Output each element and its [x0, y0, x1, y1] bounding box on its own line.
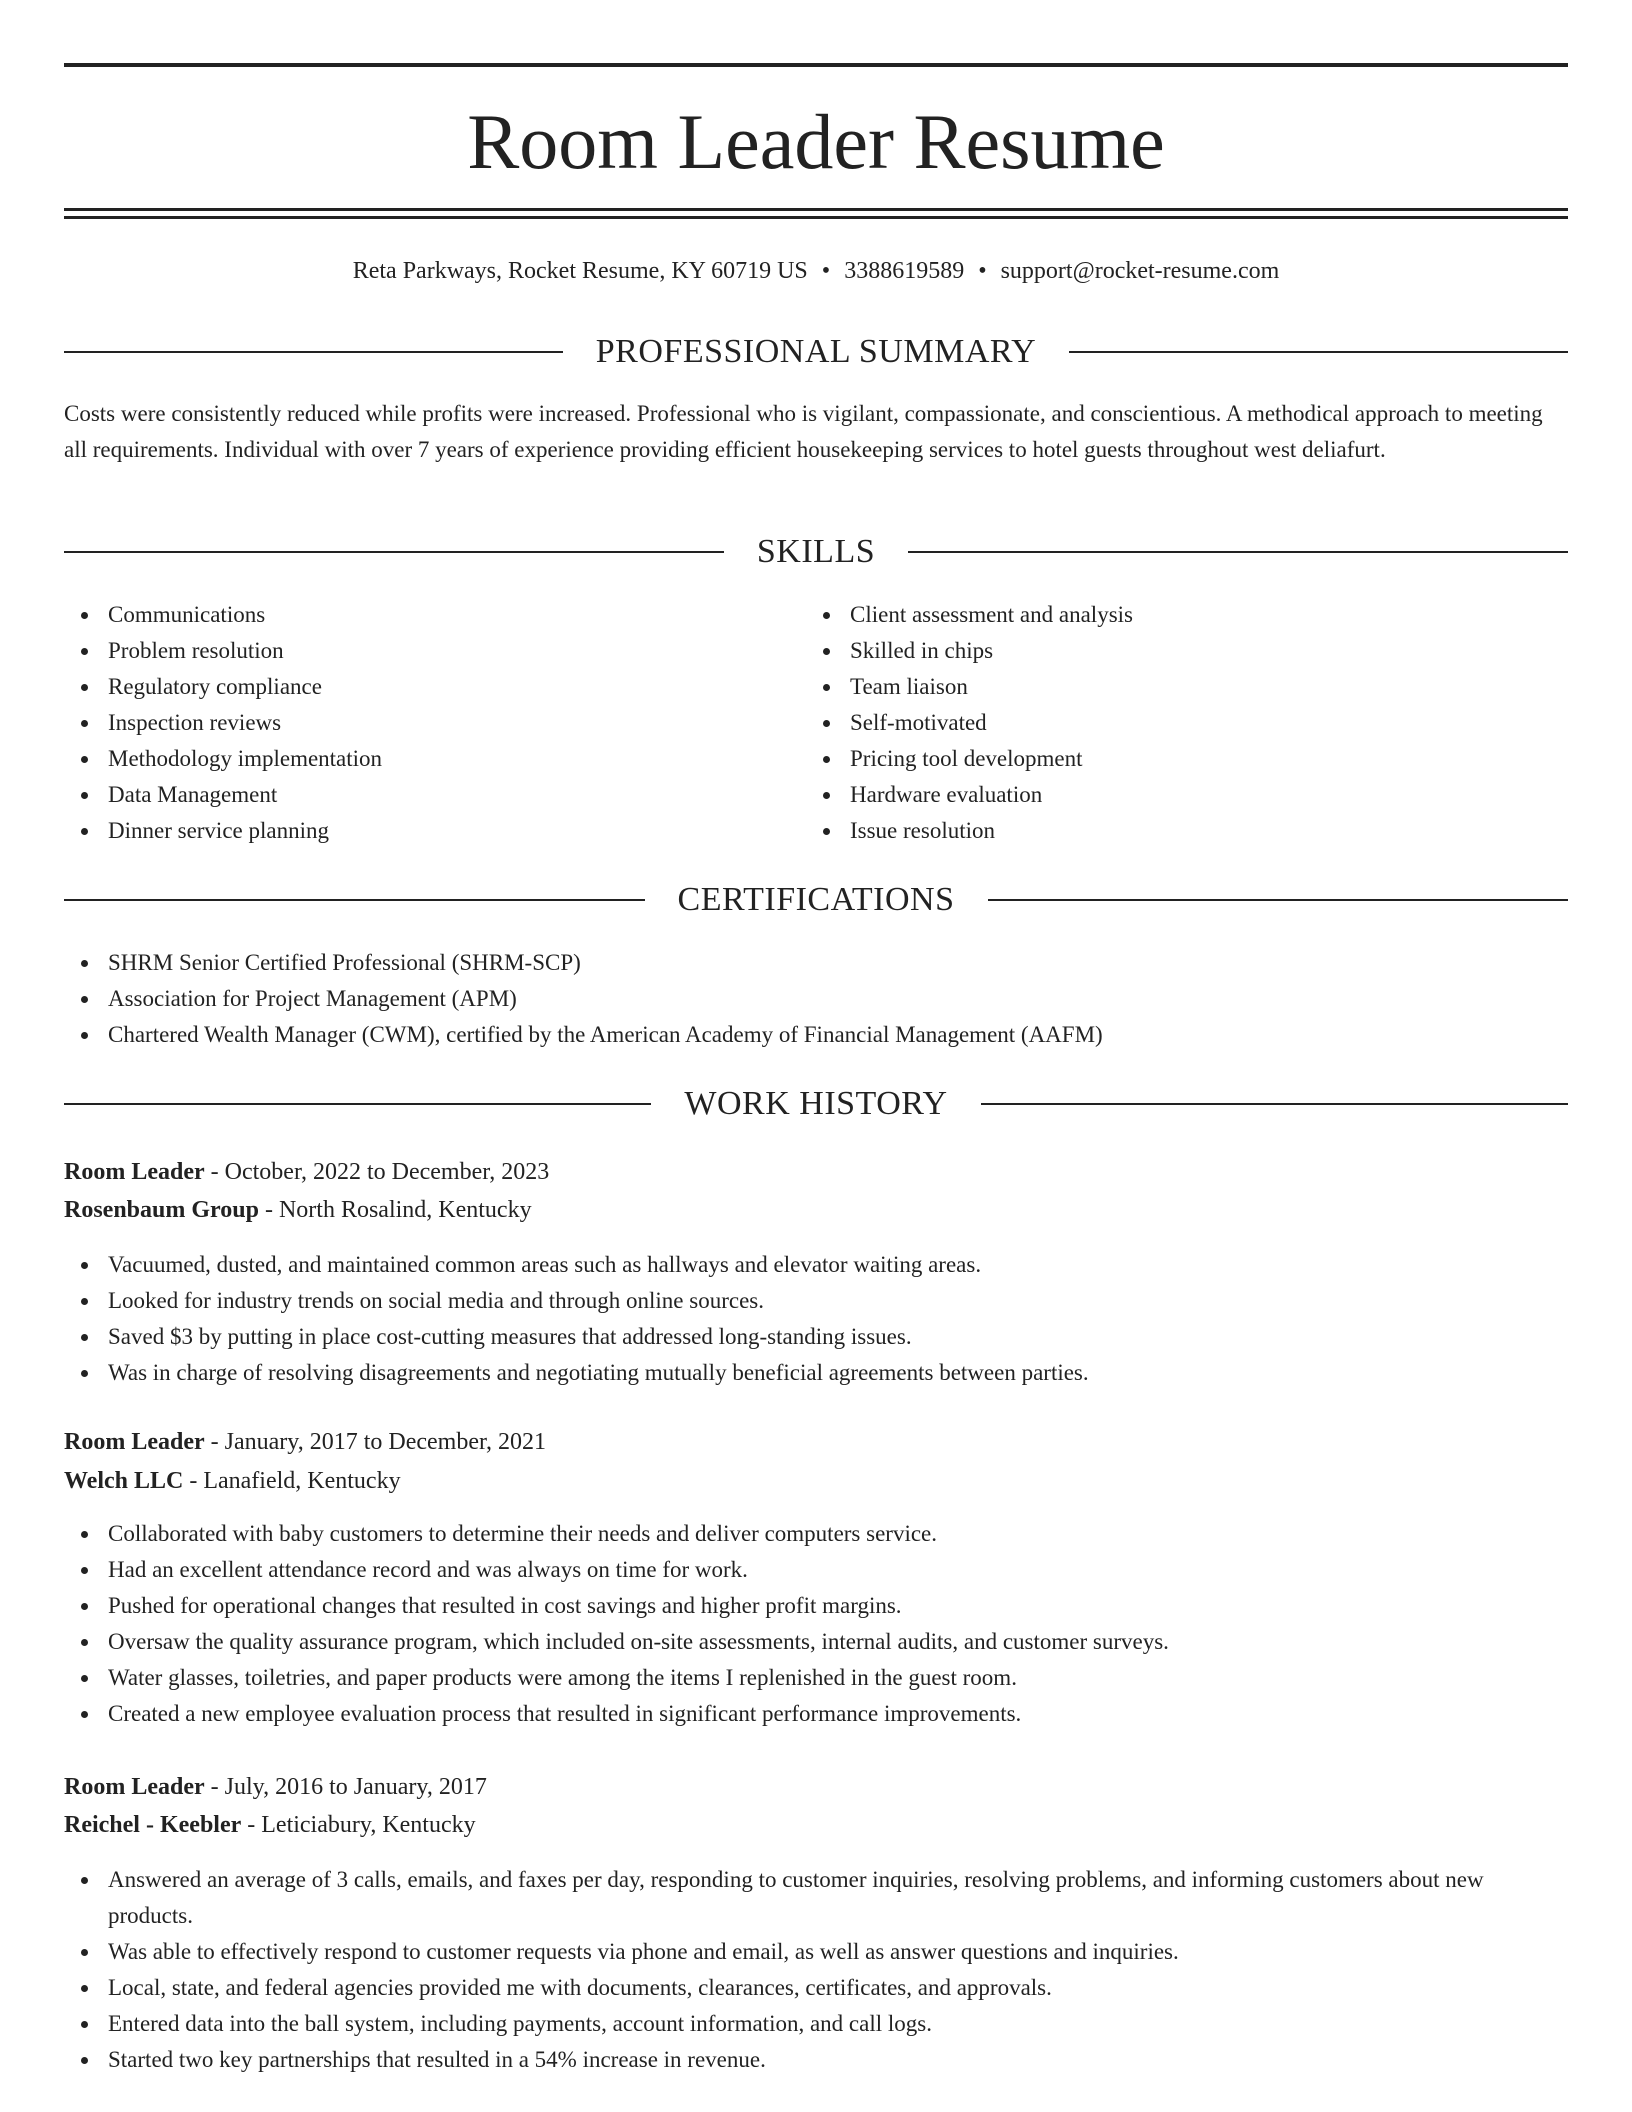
skill-item: Pricing tool development — [806, 741, 1506, 777]
resume-title: Room Leader Resume — [467, 98, 1165, 185]
certification-item: Association for Project Management (APM) — [64, 981, 1568, 1017]
job-company-line — [64, 1807, 476, 1843]
section-rule-left — [64, 551, 724, 553]
contact-phone: 3388619589 — [844, 258, 965, 284]
job-dates: - January, 2017 to December, 2021 — [204, 1429, 547, 1455]
section-rule-right — [988, 899, 1569, 901]
job-company-line — [64, 1463, 401, 1499]
job-location: - North Rosalind, Kentucky — [258, 1197, 532, 1223]
section-rule-right — [1069, 351, 1568, 353]
certifications-heading: CERTIFICATIONS — [677, 881, 955, 918]
skills-heading: SKILLS — [756, 533, 876, 570]
job-dates: - July, 2016 to January, 2017 — [204, 1774, 487, 1800]
work-history-heading: WORK HISTORY — [684, 1085, 948, 1122]
job-bullet: Oversaw the quality assurance program, which included on-site assessments, internal audits, and customer surveys. — [64, 1624, 1568, 1660]
skill-item: Communications — [64, 597, 764, 633]
skill-item: Client assessment and analysis — [806, 597, 1506, 633]
contact-line — [64, 254, 1568, 288]
contact-separator: • — [978, 258, 987, 284]
summary-section-header — [64, 330, 1568, 374]
job-company-line — [64, 1192, 532, 1228]
skill-item: Hardware evaluation — [806, 777, 1506, 813]
job-bullet: Answered an average of 3 calls, emails, and faxes per day, responding to customer inquiries, resolving problems, and informing customers about new products. — [64, 1862, 1568, 1934]
job-bullets — [64, 1247, 1568, 1391]
job-title-line — [64, 1154, 549, 1190]
job-company: Rosenbaum Group — [64, 1197, 259, 1223]
job-bullet: Saved $3 by putting in place cost-cutting measures that addressed long-standing issues. — [64, 1319, 1568, 1355]
skill-item: Data Management — [64, 777, 764, 813]
job-bullet: Started two key partnerships that resulted in a 54% increase in revenue. — [64, 2042, 1568, 2078]
summary-text: Costs were consistently reduced while profits were increased. Professional who is vigilant, compassionate, and conscientious. A methodical approach to meeting all requirements. Individual with over 7 years of experience providing efficient housekeeping services to hotel guests throughout west deliafurt. — [64, 401, 1543, 462]
job-title: Room Leader — [64, 1159, 205, 1185]
summary-heading: PROFESSIONAL SUMMARY — [595, 333, 1037, 370]
section-rule-left — [64, 899, 645, 901]
skills-list-right — [806, 597, 1506, 849]
contact-address: Reta Parkways, Rocket Resume, KY 60719 US — [352, 258, 808, 284]
section-rule-left — [64, 351, 563, 353]
skill-item: Self-motivated — [806, 705, 1506, 741]
job-bullet: Pushed for operational changes that resulted in cost savings and higher profit margins. — [64, 1588, 1568, 1624]
job-location: - Leticiabury, Kentucky — [241, 1812, 476, 1838]
job-title-line — [64, 1424, 546, 1460]
job-bullet: Water glasses, toiletries, and paper products were among the items I replenished in the guest room. — [64, 1660, 1568, 1696]
title-double-rule-lower — [64, 216, 1568, 219]
contact-email: support@rocket-resume.com — [1000, 258, 1280, 284]
job-bullet: Vacuumed, dusted, and maintained common areas such as hallways and elevator waiting areas. — [64, 1247, 1568, 1283]
job-bullet: Was in charge of resolving disagreements and negotiating mutually beneficial agreements between parties. — [64, 1355, 1568, 1391]
work-history-section-header — [64, 1082, 1568, 1126]
job-title: Room Leader — [64, 1774, 205, 1800]
skills-section-header — [64, 530, 1568, 574]
job-dates: - October, 2022 to December, 2023 — [204, 1159, 550, 1185]
skill-item: Skilled in chips — [806, 633, 1506, 669]
section-rule-right — [981, 1103, 1568, 1105]
job-bullet: Created a new employee evaluation process that resulted in significant performance improvements. — [64, 1696, 1568, 1732]
job-bullet: Had an excellent attendance record and was always on time for work. — [64, 1552, 1568, 1588]
certification-item: Chartered Wealth Manager (CWM), certified by the American Academy of Financial Management (AAFM) — [64, 1017, 1568, 1053]
job-bullet: Collaborated with baby customers to determine their needs and deliver computers service. — [64, 1516, 1568, 1552]
skill-item: Inspection reviews — [64, 705, 764, 741]
job-bullet: Entered data into the ball system, including payments, account information, and call logs. — [64, 2006, 1568, 2042]
job-bullets — [64, 1516, 1568, 1732]
skill-item: Problem resolution — [64, 633, 764, 669]
job-bullet: Looked for industry trends on social media and through online sources. — [64, 1283, 1568, 1319]
job-company: Welch LLC — [64, 1468, 184, 1494]
job-company: Reichel - Keebler — [64, 1812, 242, 1838]
skills-list-left — [64, 597, 764, 849]
skill-item: Regulatory compliance — [64, 669, 764, 705]
job-bullet: Local, state, and federal agencies provided me with documents, clearances, certificates, and approvals. — [64, 1970, 1568, 2006]
job-bullet: Was able to effectively respond to customer requests via phone and email, as well as answer questions and inquiries. — [64, 1934, 1568, 1970]
skill-item: Dinner service planning — [64, 813, 764, 849]
job-bullets — [64, 1862, 1568, 2078]
certifications-list — [64, 945, 1568, 1053]
section-rule-right — [908, 551, 1568, 553]
certifications-section-header — [64, 878, 1568, 922]
skill-item: Methodology implementation — [64, 741, 764, 777]
job-title-line — [64, 1769, 487, 1805]
certification-item: SHRM Senior Certified Professional (SHRM-SCP) — [64, 945, 1568, 981]
job-title: Room Leader — [64, 1429, 205, 1455]
skill-item: Issue resolution — [806, 813, 1506, 849]
title-double-rule-upper — [64, 208, 1568, 211]
section-rule-left — [64, 1103, 651, 1105]
skill-item: Team liaison — [806, 669, 1506, 705]
contact-separator: • — [821, 258, 831, 284]
top-rule — [64, 63, 1568, 67]
job-location: - Lanafield, Kentucky — [183, 1468, 401, 1494]
